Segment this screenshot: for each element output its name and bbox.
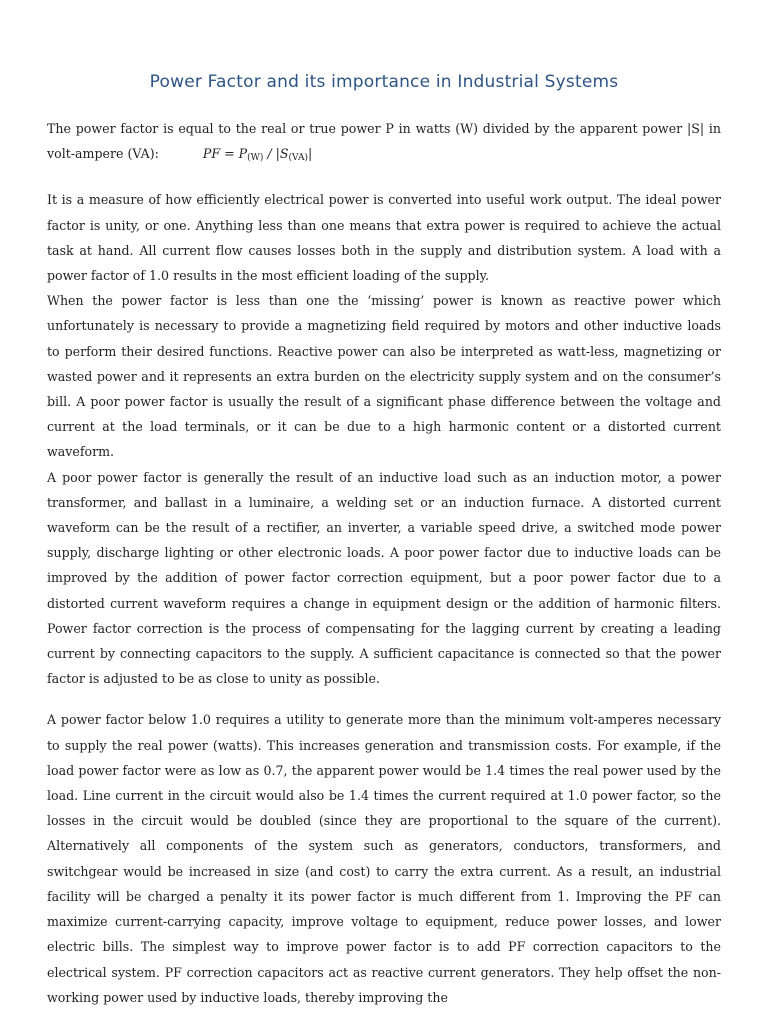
power-factor-formula <box>203 141 312 171</box>
paragraph-efficiency: It is a measure of how efficiently electrical power is converted into useful work output. The ideal power factor is unity, or one. Anything less than one means that extra power is required to achieve the actual task at hand. All current flow causes losses both in the supply and distribution system. A load with a power factor of 1.0 results in the most efficient loading of the supply. <box>47 192 721 284</box>
formula-s-unit: (VA) <box>288 153 308 164</box>
paragraph-poor-power-factor: A poor power factor is generally the result of an inductive load such as an induction motor, a power transformer, and ballast in a luminaire, a welding set or an induction furnace. A distorted current waveform can be the result of a rectifier, an inverter, a variable speed drive, a switched mode power supply, discharge lighting or other electronic loads. A poor power factor due to inductive loads can be improved by the addition of power factor correction equipment, but a poor power factor due to a distorted current waveform requires a change in equipment design or the addition of harmonic filters. Power factor correction is the process of compensating for the lagging current by creating a leading current by connecting capacitors to the supply. A sufficient capacitance is connected so that the power factor is adjusted to be as close to unity as possible. <box>47 469 721 687</box>
intro-paragraph <box>47 116 721 171</box>
formula-separator: / |S <box>263 146 289 162</box>
paragraph-utility-costs: A power factor below 1.0 requires a utility to generate more than the minimum volt-amperes necessary to supply the real power (watts). This increases generation and transmission costs. For example, if the load power factor were as low as 0.7, the apparent power would be 1.4 times the real power used by the load. Line current in the circuit would also be 1.4 times the current required at 1.0 power factor, so the losses in the circuit would be doubled (since they are proportional to the square of the current). Alternatively all components of the system such as generators, conductors, transformers, and switchgear would be increased in size (and cost) to carry the extra current. As a result, an industrial facility will be charged a penalty it its power factor is much different from 1. Improving the PF can maximize current-carrying capacity, improve voltage to equipment, reduce power losses, and lower electric bills. The simplest way to improve power factor is to add PF correction capacitors to the electrical system. PF correction capacitors act as reactive current generators. They help offset the non-working power used by inductive loads, thereby improving the <box>47 712 721 1005</box>
paragraph-reactive-power: When the power factor is less than one the ‘missing’ power is known as reactive power which unfortunately is necessary to provide a magnetizing field required by motors and other inductive loads to perform their desired functions. Reactive power can also be interpreted as watt-less, magnetizing or wasted power and it represents an extra burden on the electricity supply system and on the consumer’s bill. A poor power factor is usually the result of a significant phase difference between the voltage and current at the load terminals, or it can be due to a high harmonic content or a distorted current waveform. <box>47 293 721 460</box>
formula-lhs: PF = P <box>202 146 248 162</box>
formula-p-unit: (W) <box>247 153 264 164</box>
document-title: Power Factor and its importance in Industrial Systems <box>149 72 619 92</box>
intro-text: The power factor is equal to the real or true power P in watts (W) divided by the apparent power |S| in volt-ampere (VA): <box>47 121 721 162</box>
formula-end: | <box>307 146 313 162</box>
